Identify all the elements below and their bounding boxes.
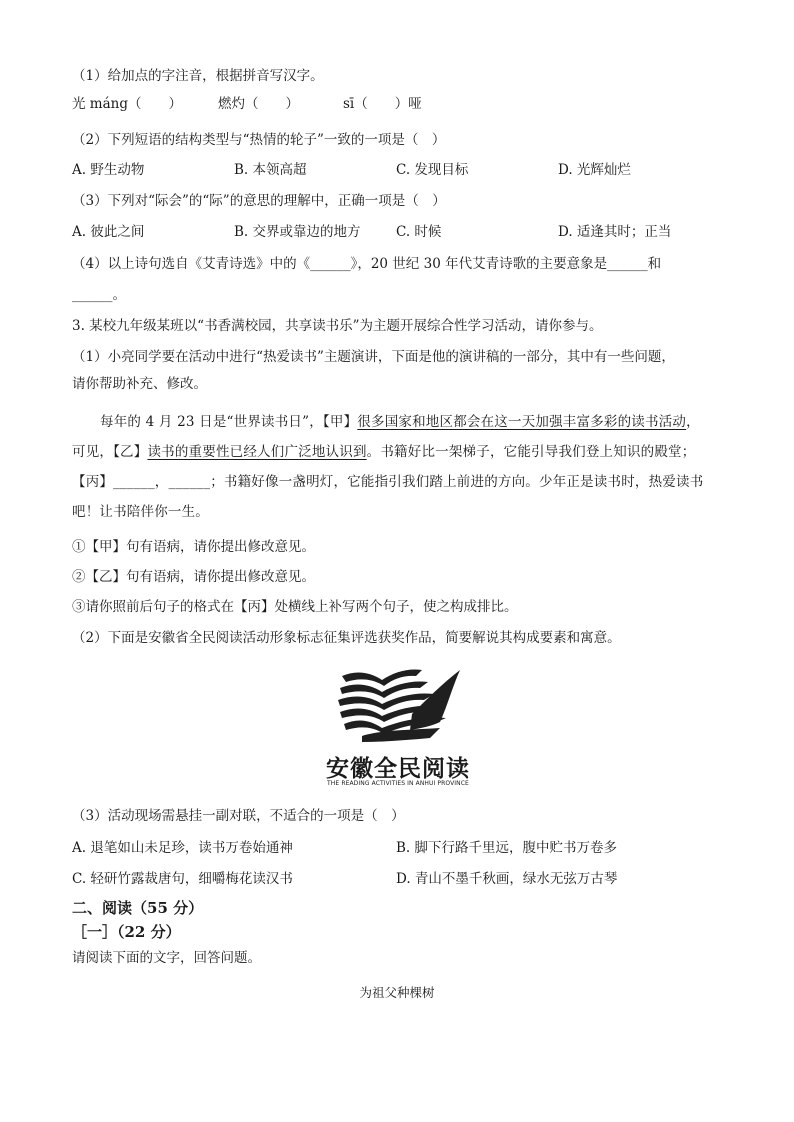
passage-line-2-a: 可见，【乙】 xyxy=(72,444,148,460)
q3-option-d: D. 青山不墨千秋画，绿水无弦万古琴 xyxy=(396,871,618,887)
q2-1-item-2: 燃灼（ ） xyxy=(218,96,299,112)
section-2-part-1: ［一］（22 分） xyxy=(72,923,181,941)
q2-3-option-b: B. 交界或靠边的地方 xyxy=(234,224,361,240)
logo-subtitle: THE READING ACTIVITIES IN ANHUI PROVINCE xyxy=(327,780,469,787)
q2-2-option-a: A. 野生动物 xyxy=(72,162,145,178)
q3-sub2: （2）下面是安徽省全民阅读活动形象标志征集评选获奖作品，简要解说其构成要素和寓意。 xyxy=(72,630,621,646)
q3-sub3: （3）活动现场需悬挂一副对联，不适合的一项是（ ） xyxy=(72,808,405,824)
q2-2-option-c: C. 发现目标 xyxy=(396,162,469,178)
passage-sentence-jia: 很多国家和地区都会在这一天加强丰富多彩的读书活动 xyxy=(357,414,687,430)
passage-line-2-c: 。书籍好比一架梯子，它能引导我们登上知识的殿堂； xyxy=(366,444,696,460)
passage-line-1-c: ， xyxy=(686,414,700,430)
section-2-title: 二、阅读（55 分） xyxy=(72,899,204,917)
q3-task-3: ③请你照前后句子的格式在【丙】处横线上补写两个句子，使之构成排比。 xyxy=(72,599,518,615)
q2-3-option-c: C. 时候 xyxy=(396,224,442,240)
q3-option-c: C. 轻研竹露裁唐句，细嚼梅花读汉书 xyxy=(72,871,293,887)
q3-sub1-line-2: 请你帮助补充、修改。 xyxy=(72,376,207,392)
passage-sentence-yi: 读书的重要性已经人们广泛地认识到 xyxy=(147,444,367,460)
anhui-reading-logo xyxy=(310,664,486,794)
passage-line-3: 【丙】______，______；书籍好像一盏明灯，它能指引我们踏上前进的方向。少年正是读书时，热爱读书 xyxy=(72,474,704,490)
passage-line-2 xyxy=(72,442,695,462)
section-2-instruction: 请阅读下面的文字，回答问题。 xyxy=(72,950,261,966)
q3-intro: 3. 某校九年级某班以“书香满校园，共享读书乐”为主题开展综合性学习活动，请你参与。 xyxy=(72,318,603,334)
q2-3-option-d: D. 适逢其时；正当 xyxy=(558,224,672,240)
logo-title: 安徽全民阅读 xyxy=(326,756,470,782)
q2-1-item-3: sī（ ）哑 xyxy=(343,96,422,112)
q2-1-item-1: 光 máng（ ） xyxy=(72,96,182,112)
article-title: 为祖父种棵树 xyxy=(359,985,435,1000)
q2-4-line-1: （4）以上诗句选自《艾青诗选》中的《______》，20 世纪 30 年代艾青诗歌的主要意象是______和 xyxy=(72,256,662,272)
q2-2-question: （2）下列短语的结构类型与“热情的轮子”一致的一项是（ ） xyxy=(72,132,446,148)
q3-option-b: B. 脚下行路千里远，腹中贮书万卷多 xyxy=(396,840,618,856)
q2-2-option-b: B. 本领高超 xyxy=(234,162,307,178)
book-wing-icon xyxy=(310,664,486,750)
q2-1-instruction: （1）给加点的字注音，根据拼音写汉字。 xyxy=(72,68,324,84)
passage-line-1-a: 每年的 4 月 23 日是“世界读书日”，【甲】 xyxy=(100,414,358,430)
q2-2-option-d: D. 光辉灿烂 xyxy=(558,162,631,178)
q3-sub1-line-1: （1）小亮同学要在活动中进行“热爱读书”主题演讲，下面是他的演讲稿的一部分，其中有一些问题， xyxy=(72,349,675,365)
q3-task-1: ①【甲】句有语病，请你提出修改意见。 xyxy=(72,539,315,555)
q3-task-2: ②【乙】句有语病，请你提出修改意见。 xyxy=(72,569,315,585)
q2-3-option-a: A. 彼此之间 xyxy=(72,224,145,240)
passage-line-1 xyxy=(100,412,700,432)
q2-3-question: （3）下列对“际会”的“际”的意思的理解中，正确一项是（ ） xyxy=(72,193,446,209)
passage-line-4: 吧！让书陪伴你一生。 xyxy=(72,504,209,520)
q3-option-a: A. 退笔如山未足珍，读书万卷始通神 xyxy=(72,840,293,856)
q2-4-line-2: ______。 xyxy=(72,287,126,303)
